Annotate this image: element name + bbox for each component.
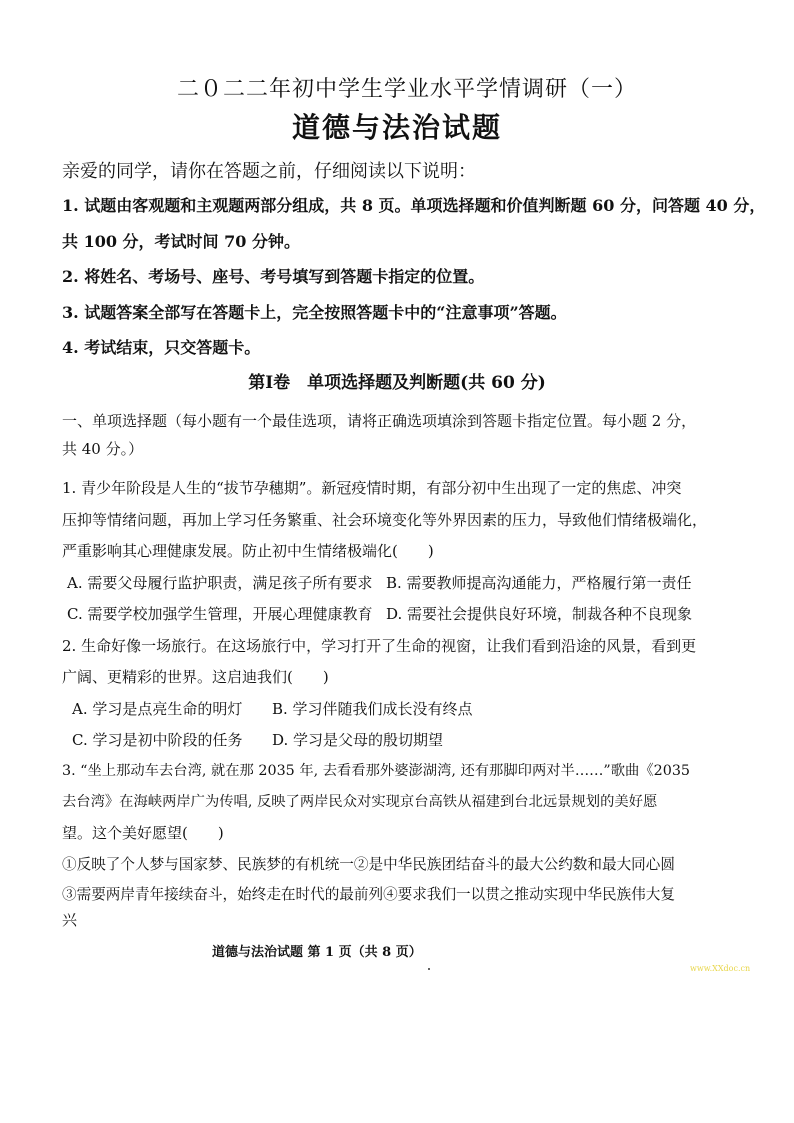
subject-title: 道德与法治试题 <box>291 111 502 144</box>
question-1-stem: 1. 青少年阶段是人生的“拔节孕穗期”。新冠疫情时期，有部分初中生出现了一定的焦虑、冲突 <box>62 479 682 497</box>
question-3-stem: 3. “坐上那动车去台湾, 就在那 2035 年, 去看看那外婆澎湖湾, 还有那脚印两对半……”歌曲《2035 <box>62 763 691 779</box>
instruction-line: 4. 考试结束，只交答题卡。 <box>62 338 261 357</box>
scan-speck <box>428 968 430 970</box>
question-1-option-b: B. 需要教师提高沟通能力，严格履行第一责任 <box>386 574 692 592</box>
question-3-statement: 兴 <box>62 911 78 929</box>
instruction-line: 3. 试题答案全部写在答题卡上，完全按照答题卡中的“注意事项”答题。 <box>62 303 567 322</box>
part-intro-line: 一、单项选择题（每小题有一个最佳选项，请将正确选项填涂到答题卡指定位置。每小题 2 分， <box>62 412 697 430</box>
question-2-option-b: B. 学习伴随我们成长没有终点 <box>272 700 473 718</box>
question-2-option-d: D. 学习是父母的殷切期望 <box>272 731 444 749</box>
instruction-line: 共 100 分，考试时间 70 分钟。 <box>62 232 300 251</box>
instruction-line: 2. 将姓名、考场号、座号、考号填写到答题卡指定的位置。 <box>62 267 485 286</box>
instruction-line: 1. 试题由客观题和主观题两部分组成，共 8 页。单项选择题和价值判断题 60 分，问答题 40 分， <box>62 196 766 215</box>
question-2-option-c: C. 学习是初中阶段的任务 <box>72 731 243 749</box>
exam-title: 二０二二年初中学生学业水平学情调研（一） <box>176 77 637 102</box>
question-2-stem: 广阔、更精彩的世界。这启迪我们( ) <box>62 668 329 686</box>
question-1-stem: 严重影响其心理健康发展。防止初中生情绪极端化( ) <box>62 542 434 560</box>
question-3-stem: 望。这个美好愿望( ) <box>62 824 224 842</box>
greeting-text: 亲爱的同学，请你在答题之前，仔细阅读以下说明： <box>62 161 476 182</box>
question-1-option-a: A. 需要父母履行监护职责，满足孩子所有要求 <box>67 574 373 592</box>
question-1-stem: 压抑等情绪问题，再加上学习任务繁重、社会环境变化等外界因素的压力，导致他们情绪极端化， <box>62 511 708 529</box>
part-intro-line: 共 40 分。） <box>62 440 144 458</box>
page-footer: 道德与法治试题 第 1 页（共 8 页） <box>212 945 422 960</box>
question-2-stem: 2. 生命好像一场旅行。在这场旅行中，学习打开了生命的视窗，让我们看到沿途的风景，看到更 <box>62 637 697 655</box>
question-2-option-a: A. 学习是点亮生命的明灯 <box>72 700 243 718</box>
question-3-statement: ③需要两岸青年接续奋斗，始终走在时代的最前列④要求我们一以贯之推动实现中华民族伟大复 <box>62 886 675 903</box>
question-1-option-c: C. 需要学校加强学生管理，开展心理健康教育 <box>67 605 373 623</box>
question-1-option-d: D. 需要社会提供良好环境，制裁各种不良现象 <box>386 605 693 623</box>
section-heading: 第Ⅰ卷 单项选择题及判断题(共 60 分) <box>248 373 546 393</box>
question-3-stem: 去台湾》在海峡两岸广为传唱, 反映了两岸民众对实现京台高铁从福建到台北远景规划的美好愿 <box>62 794 658 810</box>
question-3-statement: ①反映了个人梦与国家梦、民族梦的有机统一②是中华民族团结奋斗的最大公约数和最大同心圆 <box>62 856 675 873</box>
watermark-stamp: www.XXdoc.cn <box>690 964 751 973</box>
